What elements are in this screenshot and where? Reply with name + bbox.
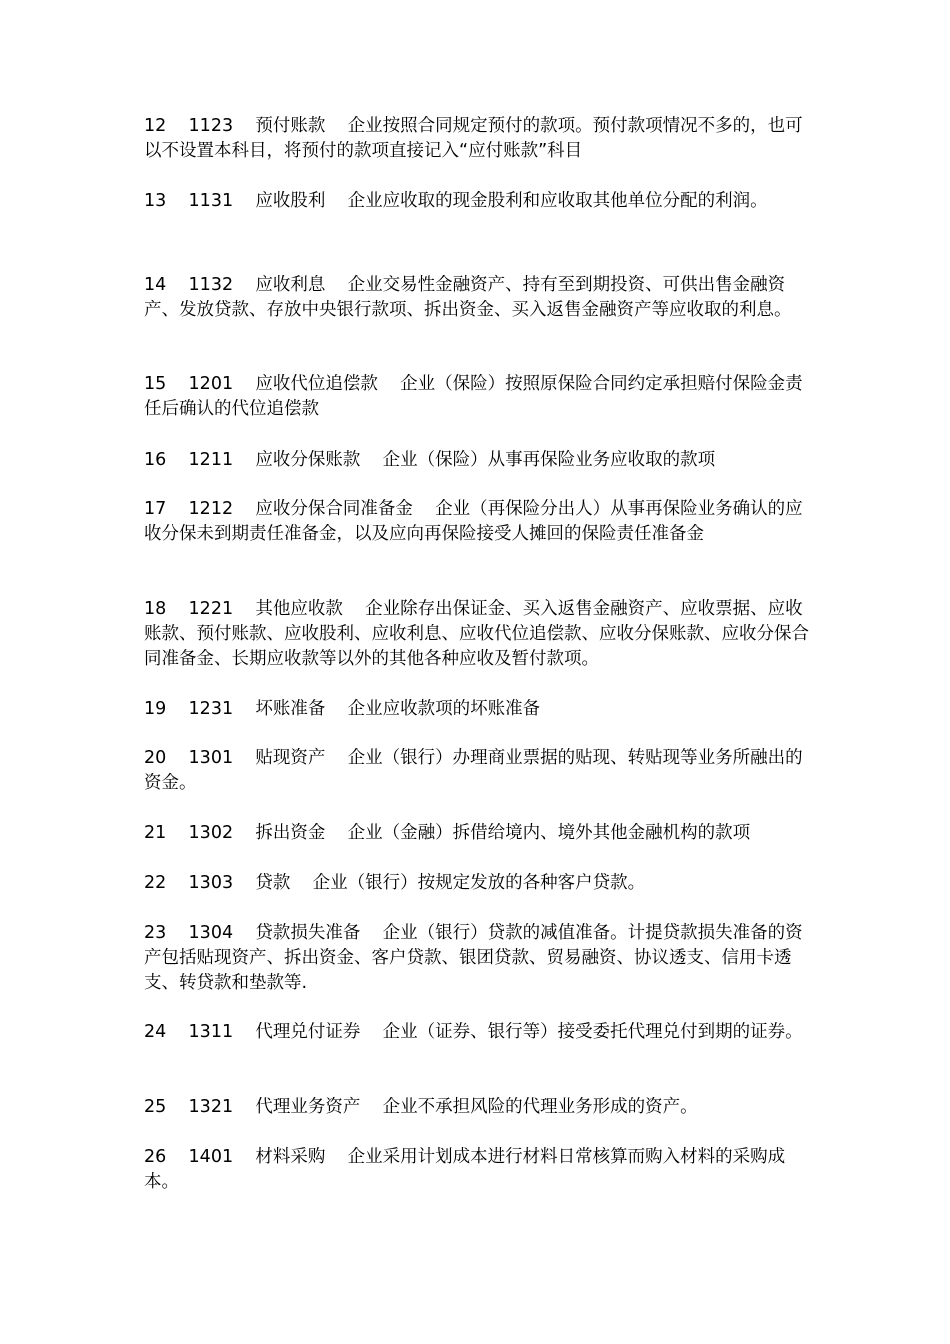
- entry-14: [144, 273, 809, 323]
- entry-code: 1221: [188, 599, 234, 619]
- entry-number: 26: [144, 1147, 167, 1167]
- entry-description: 企业（再保险分出人）从事再保险业务确认的应收分保未到期责任准备金，以及应向再保险接受人摊回的保险责任准备金: [144, 499, 803, 544]
- entry-name: 坏账准备: [255, 699, 326, 719]
- entry-22: [144, 871, 809, 896]
- entry-name: 应收分保合同准备金: [255, 499, 413, 519]
- entry-description: 企业采用计划成本进行材料日常核算而购入材料的采购成本。: [144, 1147, 786, 1192]
- entry-code: 1132: [188, 275, 234, 295]
- entry-number: 19: [144, 699, 167, 719]
- entry-12: [144, 114, 809, 164]
- entry-16: [144, 448, 809, 473]
- entry-description: 企业（证券、银行等）接受委托代理兑付到期的证券。: [382, 1022, 803, 1042]
- entry-name: 贷款损失准备: [255, 923, 361, 943]
- entry-24: [144, 1020, 809, 1045]
- entry-description: 企业除存出保证金、买入返售金融资产、应收票据、应收账款、预付账款、应收股利、应收利息、应收代位追偿款、应收分保账款、应收分保合同准备金、长期应收款等以外的其他各种应收及暂付款项。: [144, 599, 809, 669]
- entry-name: 拆出资金: [255, 823, 326, 843]
- entry-number: 21: [144, 823, 167, 843]
- entry-description: 企业（金融）拆借给境内、境外其他金融机构的款项: [347, 823, 751, 843]
- entry-26: [144, 1145, 809, 1195]
- entry-21: [144, 821, 809, 846]
- entry-number: 12: [144, 116, 167, 136]
- entry-18: [144, 597, 809, 672]
- entry-description: 企业（保险）按照原保险合同约定承担赔付保险金责任后确认的代位追偿款: [144, 374, 803, 419]
- entry-number: 14: [144, 275, 167, 295]
- entry-name: 代理业务资产: [255, 1097, 361, 1117]
- entry-code: 1304: [188, 923, 234, 943]
- entry-number: 13: [144, 191, 167, 211]
- entry-25: [144, 1095, 809, 1120]
- entry-description: 企业按照合同规定预付的款项。预付款项情况不多的，也可以不设置本科目，将预付的款项直接记入“应付账款”科目: [144, 116, 803, 161]
- entry-number: 25: [144, 1097, 167, 1117]
- entry-code: 1303: [188, 873, 234, 893]
- entry-description: 企业不承担风险的代理业务形成的资产。: [382, 1097, 698, 1117]
- entry-19: [144, 697, 809, 722]
- entry-code: 1211: [188, 450, 234, 470]
- entry-name: 应收股利: [255, 191, 326, 211]
- entry-code: 1131: [188, 191, 234, 211]
- entry-20: [144, 746, 809, 796]
- entry-name: 贷款: [255, 873, 291, 893]
- entry-code: 1201: [188, 374, 234, 394]
- entry-name: 应收代位追偿款: [255, 374, 378, 394]
- entry-name: 其他应收款: [255, 599, 343, 619]
- entry-code: 1321: [188, 1097, 234, 1117]
- entry-name: 应收利息: [255, 275, 326, 295]
- entry-number: 24: [144, 1022, 167, 1042]
- entry-number: 23: [144, 923, 167, 943]
- entry-description: 企业（银行）按规定发放的各种客户贷款。: [312, 873, 646, 893]
- entry-23: [144, 921, 809, 996]
- entry-name: 代理兑付证券: [255, 1022, 361, 1042]
- entry-name: 材料采购: [255, 1147, 326, 1167]
- entry-17: [144, 497, 809, 547]
- entry-number: 22: [144, 873, 167, 893]
- entry-number: 20: [144, 748, 167, 768]
- entry-code: 1302: [188, 823, 234, 843]
- entry-number: 16: [144, 450, 167, 470]
- entry-code: 1401: [188, 1147, 234, 1167]
- entry-code: 1231: [188, 699, 234, 719]
- entry-description: 企业（银行）贷款的减值准备。计提贷款损失准备的资产包括贴现资产、拆出资金、客户贷款、银团贷款、贸易融资、协议透支、信用卡透支、转贷款和垫款等.: [144, 923, 803, 993]
- entry-number: 15: [144, 374, 167, 394]
- entry-number: 18: [144, 599, 167, 619]
- entry-code: 1212: [188, 499, 234, 519]
- entry-description: 企业（银行）办理商业票据的贴现、转贴现等业务所融出的资金。: [144, 748, 803, 793]
- entry-description: 企业（保险）从事再保险业务应收取的款项: [382, 450, 716, 470]
- entry-name: 预付账款: [255, 116, 326, 136]
- entry-name: 应收分保账款: [255, 450, 361, 470]
- entry-description: 企业应收取的现金股利和应收取其他单位分配的利润。: [347, 191, 768, 211]
- entry-code: 1311: [188, 1022, 234, 1042]
- entry-code: 1123: [188, 116, 234, 136]
- entry-name: 贴现资产: [255, 748, 326, 768]
- entry-description: 企业应收款项的坏账准备: [347, 699, 541, 719]
- entry-13: [144, 189, 809, 214]
- entry-number: 17: [144, 499, 167, 519]
- entry-code: 1301: [188, 748, 234, 768]
- entry-description: 企业交易性金融资产、持有至到期投资、可供出售金融资产、发放贷款、存放中央银行款项、拆出资金、买入返售金融资产等应收取的利息。: [144, 275, 792, 320]
- entry-15: [144, 372, 809, 422]
